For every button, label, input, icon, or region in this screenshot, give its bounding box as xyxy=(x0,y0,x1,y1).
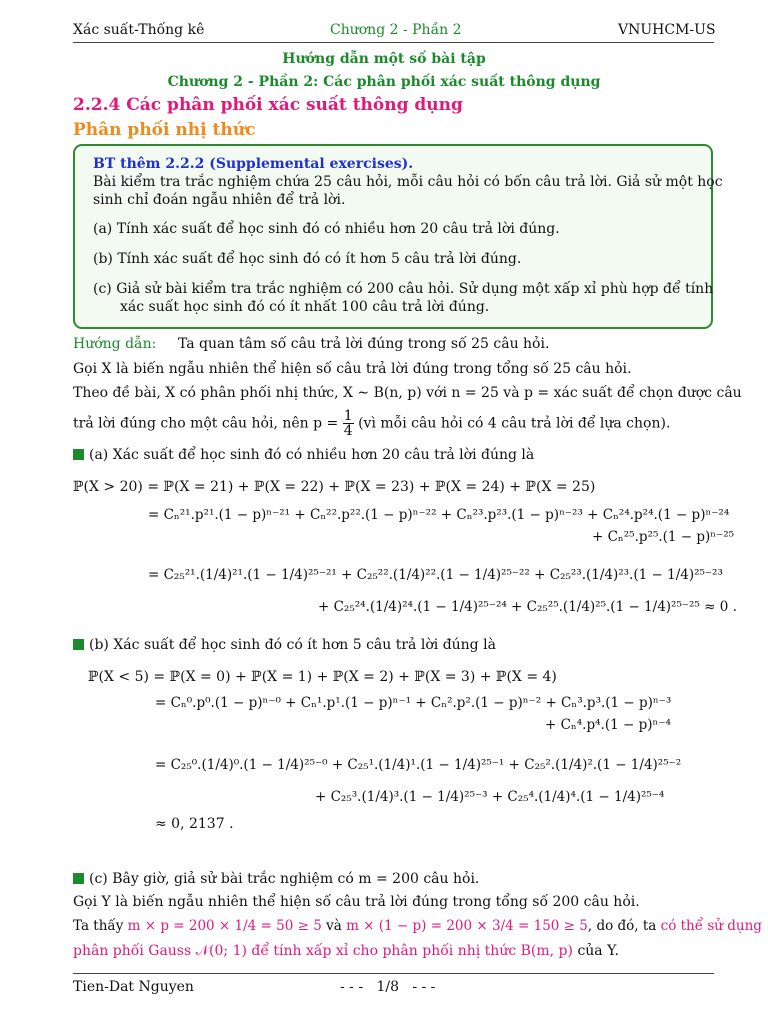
exercise-title: BT thêm 2.2.2 (Supplemental exercises). xyxy=(93,156,414,172)
section-title: 2.2.4 Các phân phối xác suất thông dụng xyxy=(73,95,463,115)
exercise-item-c-2: xác suất học sinh đó có ít nhất 100 câu trả lời đúng. xyxy=(120,299,490,315)
bullet-square-icon xyxy=(73,873,84,884)
part-a-eq-4: = C₂₅²¹.(1/4)²¹.(1 − 1/4)²⁵⁻²¹ + C₂₅²².(1/4)²².(1 − 1/4)²⁵⁻²² + C₂₅²³.(1/4)²³.(1 − 1/4)²⁵⁻²³ xyxy=(148,567,723,583)
part-a-eq-2: = Cₙ²¹.p²¹.(1 − p)ⁿ⁻²¹ + Cₙ²².p²².(1 − p)ⁿ⁻²² + Cₙ²³.p²³.(1 − p)ⁿ⁻²³ + Cₙ²⁴.p²⁴.(1 − p)ⁿ⁻²⁴ xyxy=(148,507,730,523)
part-c-p2-text-1: Ta thấy xyxy=(73,918,124,934)
part-b-text: (b) Xác suất để học sinh đó có ít hơn 5 câu trả lời đúng là xyxy=(89,637,496,653)
solution-p2: Theo đề bài, X có phân phối nhị thức, X ∼ B(n, p) với n = 25 và p = xác suất để chọn được câu xyxy=(73,385,742,401)
exercise-intro-1: Bài kiểm tra trắc nghiệm chứa 25 câu hỏi, mỗi câu hỏi có bốn câu trả lời. Giả sử một học xyxy=(93,174,723,190)
part-c-p2 xyxy=(73,917,762,935)
part-c-p1: Gọi Y là biến ngẫu nhiên thể hiện số câu trả lời đúng trong tổng số 200 câu hỏi. xyxy=(73,894,640,910)
fraction-one-quarter: $\frac{1}{4}$ xyxy=(343,408,353,439)
part-b-heading xyxy=(73,636,496,654)
part-c-p3-highlight: phân phối Gauss 𝒩(0; 1) để tính xấp xỉ cho phân phối nhị thức B(m, p) xyxy=(73,943,573,959)
part-c-text: (c) Bây giờ, giả sử bài trắc nghiệm có m = 200 câu hỏi. xyxy=(89,871,480,887)
guide-label: Hướng dẫn: xyxy=(73,336,157,352)
part-c-p2-text-2: và xyxy=(326,918,342,934)
header-center: Chương 2 - Phần 2 xyxy=(330,22,462,38)
part-a-text: (a) Xác suất để học sinh đó có nhiều hơn 20 câu trả lời đúng là xyxy=(89,447,535,463)
part-c-p2-highlight: có thể sử dụng xyxy=(660,918,762,934)
exercise-item-a: (a) Tính xác suất để học sinh đó có nhiều hơn 20 câu trả lời đúng. xyxy=(93,221,560,237)
chapter-title: Chương 2 - Phần 2: Các phân phối xác suất thông dụng xyxy=(167,74,601,90)
bullet-square-icon xyxy=(73,639,84,650)
header-right: VNUHCM-US xyxy=(618,22,716,38)
part-a-heading xyxy=(73,446,534,464)
part-b-eq-5: + C₂₅³.(1/4)³.(1 − 1/4)²⁵⁻³ + C₂₅⁴.(1/4)⁴.(1 − 1/4)²⁵⁻⁴ xyxy=(315,789,665,805)
part-a-eq-3: + Cₙ²⁵.p²⁵.(1 − p)ⁿ⁻²⁵ xyxy=(592,529,735,545)
part-c-p2-condition-1: m × p = 200 × 1/4 = 50 ≥ 5 xyxy=(127,918,322,934)
part-b-eq-2: = Cₙ⁰.p⁰.(1 − p)ⁿ⁻⁰ + Cₙ¹.p¹.(1 − p)ⁿ⁻¹ + Cₙ².p².(1 − p)ⁿ⁻² + Cₙ³.p³.(1 − p)ⁿ⁻³ xyxy=(155,695,672,711)
part-b-eq-3: + Cₙ⁴.p⁴.(1 − p)ⁿ⁻⁴ xyxy=(545,717,671,733)
guide-title: Hướng dẫn một số bài tập xyxy=(282,51,486,67)
guide-text: Ta quan tâm số câu trả lời đúng trong số 25 câu hỏi. xyxy=(178,336,550,352)
part-b-eq-4: = C₂₅⁰.(1/4)⁰.(1 − 1/4)²⁵⁻⁰ + C₂₅¹.(1/4)¹.(1 − 1/4)²⁵⁻¹ + C₂₅².(1/4)².(1 − 1/4)²⁵⁻² xyxy=(155,757,682,773)
part-c-p3-text: của Y. xyxy=(577,943,619,959)
subsection-title: Phân phối nhị thức xyxy=(73,120,256,140)
footer-page-number: - - - 1/8 - - - xyxy=(340,979,436,995)
part-b-eq-1: ℙ(X < 5) = ℙ(X = 0) + ℙ(X = 1) + ℙ(X = 2) + ℙ(X = 3) + ℙ(X = 4) xyxy=(88,669,557,685)
part-b-result: ≈ 0, 2137 . xyxy=(155,816,234,832)
footer-rule xyxy=(73,973,714,974)
solution-p1: Gọi X là biến ngẫu nhiên thể hiện số câu trả lời đúng trong tổng số 25 câu hỏi. xyxy=(73,361,632,377)
solution-p3-a: trả lời đúng cho một câu hỏi, nên p = xyxy=(73,415,339,432)
header-rule xyxy=(73,42,714,43)
part-c-p2-text-3: , do đó, ta xyxy=(587,918,657,934)
exercise-item-b: (b) Tính xác suất để học sinh đó có ít hơn 5 câu trả lời đúng. xyxy=(93,251,522,267)
part-c-p3 xyxy=(73,942,619,960)
exercise-item-c-1: (c) Giả sử bài kiểm tra trắc nghiệm có 200 câu hỏi. Sử dụng một xấp xỉ phù hợp để tính xyxy=(93,281,714,297)
exercise-intro-2: sinh chỉ đoán ngẫu nhiên để trả lời. xyxy=(93,192,346,208)
bullet-square-icon xyxy=(73,449,84,460)
part-c-heading xyxy=(73,870,479,888)
header-left: Xác suất-Thống kê xyxy=(73,22,205,38)
part-a-eq-5: + C₂₅²⁴.(1/4)²⁴.(1 − 1/4)²⁵⁻²⁴ + C₂₅²⁵.(1/4)²⁵.(1 − 1/4)²⁵⁻²⁵ ≈ 0 . xyxy=(318,599,737,615)
solution-p3-b: (vì mỗi câu hỏi có 4 câu trả lời để lựa chọn). xyxy=(358,415,671,432)
solution-p3 xyxy=(73,409,670,438)
part-a-eq-1: ℙ(X > 20) = ℙ(X = 21) + ℙ(X = 22) + ℙ(X = 23) + ℙ(X = 24) + ℙ(X = 25) xyxy=(73,479,596,495)
footer-author: Tien-Dat Nguyen xyxy=(73,979,194,995)
part-c-p2-condition-2: m × (1 − p) = 200 × 3/4 = 150 ≥ 5 xyxy=(346,918,588,934)
